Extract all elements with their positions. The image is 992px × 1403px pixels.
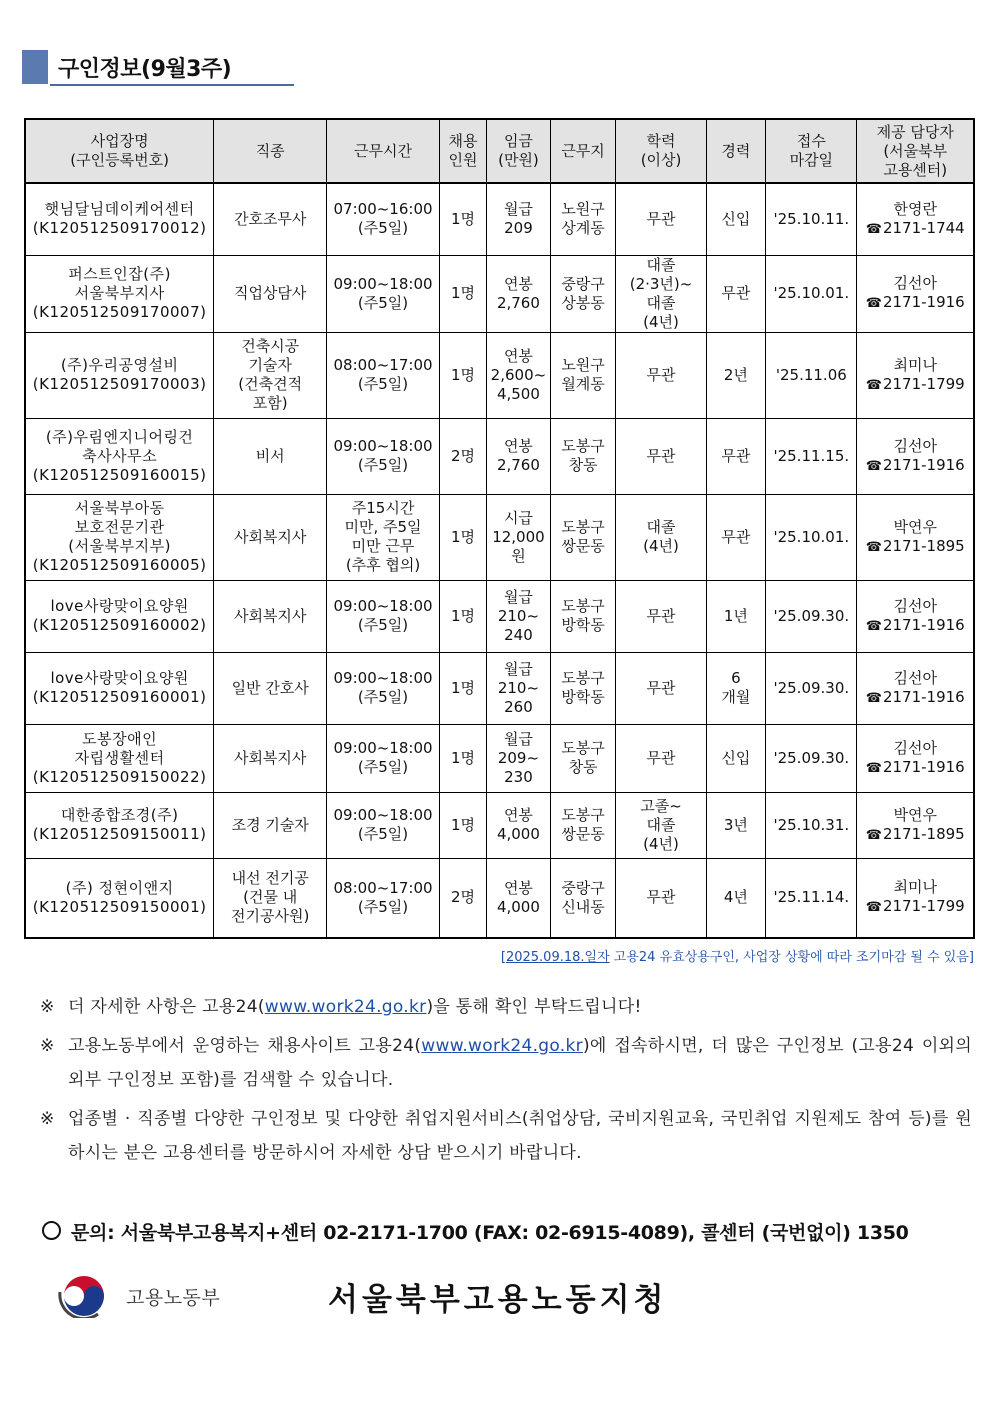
cell-education: 대졸 (4년) bbox=[616, 494, 706, 580]
phone-icon: ☎ bbox=[865, 458, 882, 474]
cell-manager bbox=[857, 792, 974, 858]
cell-company: (주)우리공영설비 (K120512509170003) bbox=[25, 332, 214, 418]
header-manager: 제공 담당자 (서울북부 고용센터) bbox=[857, 119, 974, 183]
cell-job: 건축시공 기술자 (건축견적 포함) bbox=[214, 332, 327, 418]
cell-deadline: '25.09.30. bbox=[766, 652, 857, 724]
cell-hours: 09:00~18:00 (주5일) bbox=[327, 792, 440, 858]
cell-manager bbox=[857, 255, 974, 332]
job-listing-table bbox=[24, 118, 975, 939]
cell-hours: 08:00~17:00 (주5일) bbox=[327, 332, 440, 418]
cell-experience: 3년 bbox=[706, 792, 766, 858]
manager-phone: 2171-1744 bbox=[882, 218, 965, 237]
cell-experience: 무관 bbox=[706, 255, 766, 332]
cell-location: 중랑구 상봉동 bbox=[550, 255, 616, 332]
cell-count: 1명 bbox=[439, 494, 486, 580]
cell-hours: 08:00~17:00 (주5일) bbox=[327, 858, 440, 938]
cell-experience: 4년 bbox=[706, 858, 766, 938]
manager-name: 박연우 bbox=[893, 805, 937, 824]
phone-icon: ☎ bbox=[865, 690, 882, 706]
cell-count: 1명 bbox=[439, 652, 486, 724]
cell-job: 사회복지사 bbox=[214, 580, 327, 652]
cell-count: 1명 bbox=[439, 183, 486, 255]
cell-count: 1명 bbox=[439, 792, 486, 858]
contact-info bbox=[42, 1218, 909, 1245]
circle-bullet-icon bbox=[42, 1221, 61, 1240]
cell-hours: 09:00~18:00 (주5일) bbox=[327, 724, 440, 792]
header-experience: 경력 bbox=[706, 119, 766, 183]
phone-icon: ☎ bbox=[865, 900, 882, 916]
cell-manager bbox=[857, 580, 974, 652]
work24-link[interactable]: www.work24.go.kr bbox=[421, 1036, 583, 1056]
cell-deadline: '25.11.14. bbox=[766, 858, 857, 938]
reference-mark: ※ bbox=[40, 1036, 55, 1056]
phone-icon: ☎ bbox=[865, 539, 882, 555]
manager-name: 김선아 bbox=[893, 274, 937, 292]
cell-experience: 6 개월 bbox=[706, 652, 766, 724]
manager-phone: 2171-1916 bbox=[882, 455, 965, 474]
cell-job: 비서 bbox=[214, 418, 327, 494]
cell-deadline: '25.09.30. bbox=[766, 724, 857, 792]
cell-job: 직업상담사 bbox=[214, 255, 327, 332]
cell-company: 햇님달님데이케어센터 (K120512509170012) bbox=[25, 183, 214, 255]
cell-count: 2명 bbox=[439, 858, 486, 938]
notice-text bbox=[68, 990, 972, 1024]
cell-location: 도봉구 쌍문동 bbox=[550, 792, 616, 858]
table-row bbox=[25, 652, 974, 724]
cell-hours: 09:00~18:00 (주5일) bbox=[327, 652, 440, 724]
header-deadline: 접수 마감일 bbox=[766, 119, 857, 183]
cell-hours: 09:00~18:00 (주5일) bbox=[327, 255, 440, 332]
cell-wage: 연봉 4,000 bbox=[487, 858, 551, 938]
cell-count: 1명 bbox=[439, 255, 486, 332]
cell-wage: 연봉 2,600~ 4,500 bbox=[487, 332, 551, 418]
cell-hours: 주15시간 미만, 주5일 미만 근무 (추후 협의) bbox=[327, 494, 440, 580]
table-header-row bbox=[25, 119, 974, 183]
phone-icon: ☎ bbox=[865, 760, 882, 776]
table-row bbox=[25, 332, 974, 418]
header-count: 채용 인원 bbox=[439, 119, 486, 183]
cell-manager bbox=[857, 858, 974, 938]
page-title: 구인정보(9월3주) bbox=[58, 57, 232, 82]
cell-job: 사회복지사 bbox=[214, 494, 327, 580]
header-location: 근무지 bbox=[550, 119, 616, 183]
cell-wage: 시급 12,000 원 bbox=[487, 494, 551, 580]
cell-education: 무관 bbox=[616, 652, 706, 724]
cell-job: 조경 기술자 bbox=[214, 792, 327, 858]
phone-icon: ☎ bbox=[865, 827, 882, 843]
cell-count: 1명 bbox=[439, 580, 486, 652]
table-footnote bbox=[501, 946, 974, 965]
table-row bbox=[25, 724, 974, 792]
cell-company: love사랑맞이요양원 (K120512509160001) bbox=[25, 652, 214, 724]
cell-count: 2명 bbox=[439, 418, 486, 494]
header-hours: 근무시간 bbox=[327, 119, 440, 183]
table-row bbox=[25, 792, 974, 858]
notice-item bbox=[40, 1102, 972, 1170]
phone-icon: ☎ bbox=[865, 296, 882, 311]
cell-wage: 연봉 2,760 bbox=[487, 255, 551, 332]
notice-item bbox=[40, 990, 972, 1024]
taegeuk-logo bbox=[58, 1272, 110, 1318]
cell-experience: 2년 bbox=[706, 332, 766, 418]
table-row bbox=[25, 494, 974, 580]
table-row bbox=[25, 183, 974, 255]
cell-hours: 09:00~18:00 (주5일) bbox=[327, 580, 440, 652]
manager-phone: 2171-1895 bbox=[882, 536, 965, 555]
cell-deadline: '25.11.06 bbox=[766, 332, 857, 418]
ministry-name: 고용노동부 bbox=[126, 1287, 221, 1309]
title-accent-bar bbox=[22, 50, 48, 84]
cell-company: 대한종합조경(주) (K120512509150011) bbox=[25, 792, 214, 858]
manager-phone: 2171-1916 bbox=[882, 757, 965, 776]
cell-company: (주) 정현이앤지 (K120512509150001) bbox=[25, 858, 214, 938]
manager-name: 한영란 bbox=[893, 199, 937, 218]
cell-manager bbox=[857, 494, 974, 580]
notice-text bbox=[68, 1029, 972, 1097]
manager-name: 김선아 bbox=[893, 436, 937, 455]
cell-deadline: '25.10.11. bbox=[766, 183, 857, 255]
footnote-open: [ bbox=[500, 950, 506, 965]
cell-education: 무관 bbox=[616, 332, 706, 418]
cell-company: love사랑맞이요양원 (K120512509160002) bbox=[25, 580, 214, 652]
cell-location: 중랑구 신내동 bbox=[550, 858, 616, 938]
cell-job: 사회복지사 bbox=[214, 724, 327, 792]
cell-wage: 연봉 2,760 bbox=[487, 418, 551, 494]
header-company: 사업장명 (구인등록번호) bbox=[25, 119, 214, 183]
cell-education: 무관 bbox=[616, 580, 706, 652]
cell-experience: 무관 bbox=[706, 494, 766, 580]
title-underline bbox=[50, 84, 294, 86]
manager-name: 최미나 bbox=[893, 355, 937, 374]
notice-item bbox=[40, 1029, 972, 1097]
phone-icon: ☎ bbox=[865, 221, 882, 237]
manager-phone: 2171-1895 bbox=[882, 824, 965, 843]
manager-phone: 2171-1799 bbox=[882, 374, 965, 393]
cell-location: 도봉구 창동 bbox=[550, 724, 616, 792]
cell-education: 무관 bbox=[616, 183, 706, 255]
cell-education: 고졸~ 대졸 (4년) bbox=[616, 792, 706, 858]
cell-company: (주)우림엔지니어링건 축사사무소 (K120512509160015) bbox=[25, 418, 214, 494]
table-row bbox=[25, 580, 974, 652]
cell-deadline: '25.10.31. bbox=[766, 792, 857, 858]
notice-text-pre: 더 자세한 사항은 고용24( bbox=[68, 997, 265, 1017]
contact-text: 문의: 서울북부고용복지+센터 02-2171-1700 (FAX: 02-6915-4089), 콜센터 (국번없이) 1350 bbox=[71, 1222, 909, 1244]
manager-name: 최미나 bbox=[893, 878, 937, 897]
cell-company: 서울북부아동 보호전문기관 (서울북부지부) (K120512509160005) bbox=[25, 494, 214, 580]
cell-job: 간호조무사 bbox=[214, 183, 327, 255]
manager-name: 김선아 bbox=[893, 738, 937, 757]
notice-text-post: )에 접속하시면, 더 많은 구인정보 (고용24 이외의 외부 구인정보 포함)를 검색할 수 있습니다. bbox=[68, 1036, 972, 1090]
table-row bbox=[25, 255, 974, 332]
cell-company: 도봉장애인 자립생활센터 (K120512509150022) bbox=[25, 724, 214, 792]
cell-wage: 월급 210~ 260 bbox=[487, 652, 551, 724]
cell-experience: 신입 bbox=[706, 724, 766, 792]
cell-manager bbox=[857, 724, 974, 792]
header-wage: 임금 (만원) bbox=[487, 119, 551, 183]
header-job: 직종 bbox=[214, 119, 327, 183]
cell-experience: 신입 bbox=[706, 183, 766, 255]
cell-deadline: '25.10.01. bbox=[766, 494, 857, 580]
cell-wage: 연봉 4,000 bbox=[487, 792, 551, 858]
cell-location: 노원구 월계동 bbox=[550, 332, 616, 418]
manager-name: 김선아 bbox=[893, 668, 937, 687]
manager-phone: 2171-1916 bbox=[882, 615, 965, 634]
cell-location: 도봉구 쌍문동 bbox=[550, 494, 616, 580]
cell-manager bbox=[857, 418, 974, 494]
cell-count: 1명 bbox=[439, 724, 486, 792]
cell-experience: 무관 bbox=[706, 418, 766, 494]
cell-manager bbox=[857, 332, 974, 418]
footnote-text: 고용24 유효상용구인, 사업장 상황에 따라 조기마감 될 수 있음] bbox=[609, 950, 974, 965]
cell-hours: 07:00~16:00 (주5일) bbox=[327, 183, 440, 255]
table-row bbox=[25, 418, 974, 494]
manager-phone: 2171-1799 bbox=[882, 897, 965, 916]
notice-text-pre: 업종별 · 직종별 다양한 구인정보 및 다양한 취업지원서비스(취업상담, 국비지원교육, 국민취업 지원제도 참여 등)를 원하시는 분은 고용센터를 방문하시어 자세한 상담 받으시기 바랍니다. bbox=[68, 1109, 972, 1163]
cell-wage: 월급 210~ 240 bbox=[487, 580, 551, 652]
cell-wage: 월급 209~ 230 bbox=[487, 724, 551, 792]
manager-name: 김선아 bbox=[893, 596, 937, 615]
phone-icon: ☎ bbox=[865, 377, 882, 393]
section-title bbox=[22, 48, 272, 86]
notice-text-post: )을 통해 확인 부탁드립니다! bbox=[426, 997, 642, 1017]
table-row bbox=[25, 858, 974, 938]
notice-text bbox=[68, 1102, 972, 1170]
cell-education: 무관 bbox=[616, 858, 706, 938]
cell-manager bbox=[857, 183, 974, 255]
cell-location: 노원구 상계동 bbox=[550, 183, 616, 255]
notice-list bbox=[40, 990, 972, 1175]
cell-manager bbox=[857, 652, 974, 724]
cell-deadline: '25.09.30. bbox=[766, 580, 857, 652]
cell-hours: 09:00~18:00 (주5일) bbox=[327, 418, 440, 494]
reference-mark: ※ bbox=[40, 1109, 55, 1129]
notice-text-pre: 고용노동부에서 운영하는 채용사이트 고용24( bbox=[68, 1036, 422, 1056]
reference-mark: ※ bbox=[40, 997, 55, 1017]
cell-company: 퍼스트인잡(주) 서울북부지사 (K120512509170007) bbox=[25, 255, 214, 332]
cell-experience: 1년 bbox=[706, 580, 766, 652]
work24-link[interactable]: www.work24.go.kr bbox=[264, 997, 427, 1017]
cell-deadline: '25.10.01. bbox=[766, 255, 857, 332]
cell-wage: 월급 209 bbox=[487, 183, 551, 255]
footnote-date: 2025.09.18.일자 bbox=[505, 950, 610, 965]
cell-location: 도봉구 방학동 bbox=[550, 580, 616, 652]
cell-education: 무관 bbox=[616, 724, 706, 792]
cell-job: 일반 간호사 bbox=[214, 652, 327, 724]
manager-phone: 2171-1916 bbox=[882, 687, 965, 706]
cell-deadline: '25.11.15. bbox=[766, 418, 857, 494]
cell-count: 1명 bbox=[439, 332, 486, 418]
phone-icon: ☎ bbox=[865, 618, 882, 634]
cell-location: 도봉구 방학동 bbox=[550, 652, 616, 724]
manager-phone: 2171-1916 bbox=[882, 293, 965, 311]
cell-education: 대졸 (2·3년)~ 대졸 (4년) bbox=[616, 255, 706, 332]
cell-location: 도봉구 창동 bbox=[550, 418, 616, 494]
office-name: 서울북부고용노동지청 bbox=[328, 1282, 668, 1318]
cell-job: 내선 전기공 (건물 내 전기공사원) bbox=[214, 858, 327, 938]
manager-name: 박연우 bbox=[893, 517, 937, 536]
header-education: 학력 (이상) bbox=[616, 119, 706, 183]
cell-education: 무관 bbox=[616, 418, 706, 494]
